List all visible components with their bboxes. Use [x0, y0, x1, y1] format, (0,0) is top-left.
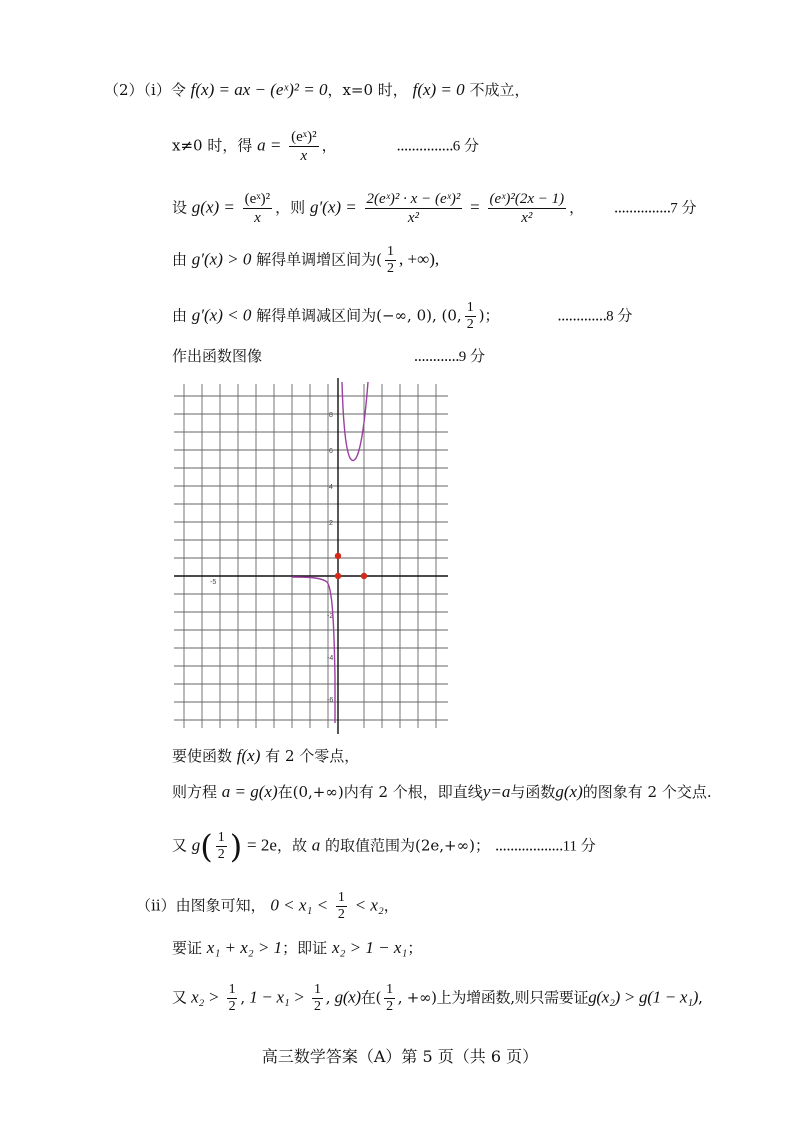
denominator: 2 [313, 999, 321, 1014]
text: ，则 [275, 198, 306, 217]
numerator: 1 [313, 982, 321, 997]
numerator: 1 [228, 982, 236, 997]
tick-label-y-neg4: -4 [327, 655, 334, 662]
text: 作出函数图像 [172, 347, 263, 365]
text: , +∞)上为增函数,则只需要证 [397, 988, 589, 1007]
equation-f: f(x) = ax − (eˣ)² = 0 [190, 80, 328, 99]
sub-label: （i）令 [143, 81, 186, 99]
line-7 [172, 746, 359, 766]
tick-label-y-2: 2 [329, 520, 333, 527]
numerator: (eˣ)² [291, 129, 317, 145]
fraction [336, 890, 347, 923]
numerator: 1 [386, 982, 393, 997]
tick-label-y-8: 8 [329, 412, 333, 419]
text: , +∞), [399, 249, 440, 269]
fraction [488, 190, 567, 227]
fraction [243, 190, 272, 227]
tick-label-y-6: 6 [329, 448, 333, 455]
text: 解得单调增区间为( [256, 250, 382, 269]
fraction [289, 128, 318, 165]
inequality: < x₂ [354, 895, 384, 915]
fraction [216, 830, 227, 863]
text: ， [569, 198, 585, 217]
text: x≠0 时，得 [172, 136, 253, 155]
leader-dots: .................. [494, 836, 563, 855]
score-label: 6 分 [452, 138, 479, 155]
function-g: g(x) [334, 987, 361, 1007]
numerator: 1 [217, 830, 225, 845]
fraction [312, 982, 323, 1015]
text: 要证 [172, 939, 203, 957]
paren-open: ( [200, 827, 213, 866]
line-6 [172, 346, 485, 367]
text: ，x=0 时， [327, 81, 408, 99]
line-2 [172, 128, 479, 165]
function-g: g [191, 835, 201, 855]
tick-label-x-neg5: -5 [210, 579, 217, 586]
text: )； [478, 306, 500, 325]
equation: y=a [482, 782, 511, 801]
part2-line1 [104, 80, 529, 100]
ii-line-3 [172, 982, 703, 1015]
text: 由 [172, 250, 188, 269]
text: ， [383, 896, 399, 915]
text: , [698, 988, 703, 1007]
leader-dots: ............. [557, 306, 607, 325]
ii-line-1 [136, 890, 399, 923]
tick-label-y-4: 4 [329, 484, 333, 491]
leader-dots: ............... [613, 198, 671, 217]
equation-lhs: g′(x) = [309, 197, 357, 217]
line-4 [172, 244, 439, 277]
text: 与函数 [510, 783, 556, 801]
text: ， [321, 136, 337, 155]
text: 在( [360, 988, 382, 1007]
function-graph [172, 378, 454, 734]
leader-dots: ............ [413, 347, 459, 365]
condition: g′(x) > 0 [191, 249, 252, 269]
score-label: 7 分 [670, 200, 697, 217]
separator: , [240, 988, 245, 1007]
text: 的取值范围为(2e,+∞)； [325, 836, 490, 855]
text: 又 [172, 836, 188, 855]
page-footer: 高三数学答案（A）第 5 页（共 6 页） [261, 1047, 539, 1066]
inequality: x₂ > [191, 987, 220, 1007]
numerator: 2(eˣ)² · x − (eˣ)² [366, 191, 461, 207]
inequality: 1 − x₁ > [249, 987, 305, 1007]
text: ； [407, 939, 423, 957]
equation-lhs: a = [257, 135, 282, 155]
score-label: 8 分 [606, 308, 633, 325]
variable-a: a [311, 835, 321, 855]
line-9 [172, 827, 596, 866]
inequality: g(x₂) > g(1 − x₁) [588, 987, 699, 1007]
denominator: 2 [387, 261, 394, 276]
numerator: (eˣ)² [244, 191, 271, 207]
text: 设 [172, 198, 188, 217]
denominator: 2 [217, 847, 225, 862]
denominator: 2 [386, 999, 393, 1014]
equals: = [470, 197, 480, 217]
equation-f-zero: f(x) = 0 [412, 80, 465, 99]
fraction [365, 190, 463, 227]
equation: a = g(x) [221, 782, 278, 801]
equation-lhs: g(x) = [191, 197, 235, 217]
denominator: 2 [337, 907, 345, 922]
text: 有 2 个零点， [265, 747, 360, 765]
point-origin [335, 573, 341, 579]
ii-line-2 [172, 938, 422, 958]
denominator: 2 [228, 999, 236, 1014]
inequality: 0 < x₁ < [270, 895, 329, 915]
text: 要使函数 [172, 747, 233, 765]
text: 又 [172, 988, 187, 1007]
tick-label-y-neg2: -2 [327, 613, 334, 620]
fraction [465, 300, 476, 333]
numerator: (eˣ)²(2x − 1) [489, 191, 565, 207]
fraction [385, 244, 396, 277]
line-5 [172, 300, 632, 333]
denominator: 2 [466, 317, 474, 332]
tick-label-y-neg6: -6 [327, 697, 334, 704]
line-3 [172, 190, 697, 227]
grid-lines [174, 384, 448, 728]
equation-f: f(x) [236, 746, 261, 765]
part-label: （2） [104, 81, 144, 99]
score-label: 11 分 [562, 838, 596, 855]
inequality: x₁ + x₂ > 1 [206, 938, 283, 957]
numerator: 1 [387, 244, 394, 259]
fraction [227, 982, 238, 1015]
numerator: 1 [466, 300, 474, 315]
point-0-1 [335, 553, 341, 559]
text: 由 [172, 306, 188, 325]
equation: g(x) [555, 782, 583, 801]
equation: = 2e [247, 835, 277, 855]
condition: g′(x) < 0 [191, 305, 252, 325]
text: ；即证 [282, 939, 328, 957]
paren-close: ) [229, 827, 243, 866]
numerator: 1 [337, 890, 345, 905]
score-label: 9 分 [458, 349, 486, 365]
sub-label: （ii）由图象可知， [136, 896, 266, 915]
separator: , [325, 988, 331, 1007]
text: 的图象有 2 个交点. [582, 783, 712, 801]
text: 则方程 [172, 783, 218, 801]
text: 解得单调减区间为(−∞, 0), (0, [256, 306, 462, 325]
fraction [384, 982, 395, 1015]
text: ，故 [276, 836, 307, 855]
line-8 [172, 782, 712, 802]
denominator: x² [488, 208, 567, 227]
inequality: x₂ > 1 − x₁ [331, 938, 408, 957]
text: 不成立， [469, 81, 530, 99]
point-half-0 [361, 573, 367, 579]
text: 在(0,+∞)内有 2 个根，即直线 [277, 783, 483, 801]
denominator: x² [365, 208, 463, 227]
leader-dots: ............... [396, 136, 453, 155]
denominator: x [289, 146, 318, 165]
denominator: x [243, 208, 272, 227]
